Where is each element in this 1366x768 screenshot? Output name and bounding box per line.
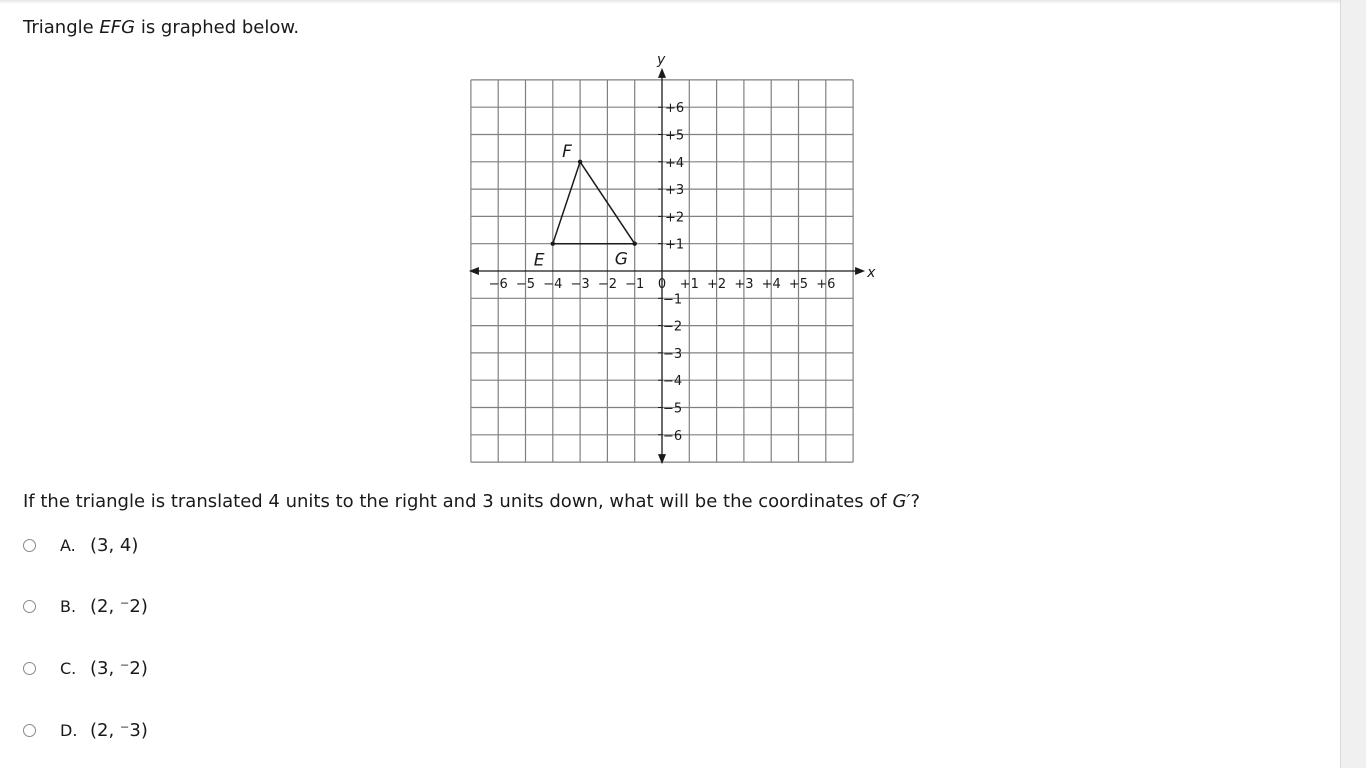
vertex-label-g: G — [614, 249, 628, 270]
y-axis-label: y — [657, 51, 666, 68]
radio-button[interactable] — [23, 724, 36, 737]
y-axis-arrow — [658, 68, 666, 78]
coordinate-graph — [460, 51, 880, 470]
x-tick-label: −5 — [515, 277, 536, 292]
choice-c[interactable] — [23, 655, 148, 681]
choice-text: (3, ⁻2) — [90, 657, 148, 679]
x-tick-label: +5 — [788, 277, 809, 292]
scrollbar-track[interactable] — [1340, 0, 1366, 768]
y-tick-label: +5 — [665, 128, 685, 144]
choice-text: (2, ⁻2) — [90, 595, 148, 617]
choice-b[interactable] — [23, 593, 148, 619]
y-tick-label: +3 — [665, 183, 685, 199]
y-tick-label: −2 — [663, 319, 683, 335]
x-tick-label: −3 — [570, 277, 590, 292]
y-tick-label: −4 — [663, 374, 683, 390]
y-tick-label: +4 — [665, 155, 685, 171]
x-tick-label: −1 — [625, 277, 645, 292]
triangle-name: EFG — [99, 17, 136, 38]
y-tick-label: +6 — [665, 101, 685, 117]
x-tick-label: −6 — [488, 277, 508, 292]
choice-letter: A. — [60, 535, 76, 555]
prompt-text-start: If the triangle is translated 4 units to the right and 3 units down, what will be the coordinates of — [23, 491, 893, 512]
vertex-label-f: F — [562, 141, 572, 162]
prompt-text-end: ? — [910, 491, 921, 512]
radio-button[interactable] — [23, 539, 36, 552]
vertex-f — [578, 160, 582, 164]
y-tick-label: +2 — [665, 210, 685, 226]
x-tick-label: +3 — [734, 277, 754, 292]
y-tick-label: +1 — [665, 237, 685, 253]
vertex-g — [633, 242, 637, 246]
choice-letter: C. — [60, 658, 77, 678]
x-tick-label: +1 — [679, 277, 699, 292]
radio-button[interactable] — [23, 600, 36, 613]
intro-text-end: is graphed below. — [135, 17, 300, 38]
vertex-e — [551, 242, 555, 246]
x-tick-label: −2 — [597, 277, 617, 292]
choice-text: (3, 4) — [90, 534, 139, 556]
x-tick-label: +2 — [707, 277, 727, 292]
choice-a[interactable] — [23, 532, 138, 558]
triangle-efg — [553, 162, 635, 244]
choice-text: (2, ⁻3) — [90, 719, 148, 741]
choice-letter: B. — [60, 596, 77, 616]
y-tick-label: −3 — [663, 346, 683, 362]
x-tick-label: 0 — [657, 277, 667, 292]
x-tick-label: +6 — [816, 277, 836, 292]
x-axis-arrow — [855, 267, 865, 275]
x-axis-label: x — [867, 265, 876, 281]
choice-d[interactable] — [23, 717, 148, 743]
choice-letter: D. — [60, 720, 78, 740]
y-tick-label: −6 — [663, 428, 683, 444]
question-intro — [23, 17, 299, 39]
top-edge — [0, 0, 1340, 4]
intro-text-start: Triangle — [23, 17, 100, 38]
y-tick-label: −5 — [663, 401, 683, 417]
point-name: G′ — [892, 491, 911, 512]
radio-button[interactable] — [23, 662, 36, 675]
question-prompt — [23, 491, 920, 513]
vertex-label-e: E — [533, 250, 545, 271]
x-tick-label: −4 — [543, 277, 563, 292]
y-tick-label: −1 — [663, 292, 683, 308]
x-tick-label: +4 — [761, 277, 781, 292]
